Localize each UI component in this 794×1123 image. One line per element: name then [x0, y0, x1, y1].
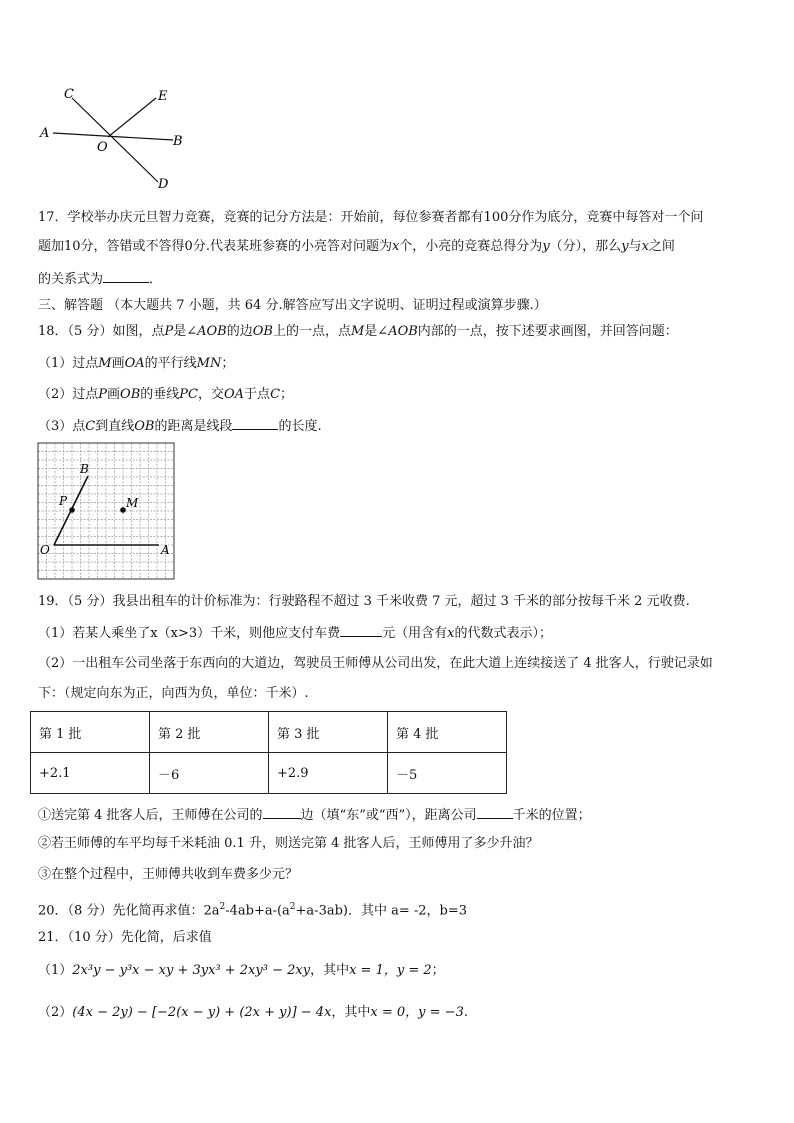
- q17-line3: 的关系式为 ．: [38, 272, 163, 287]
- q19-sub2: ②若王师傅的车平均每千米耗油 0.1 升，则送完第 4 批客人后，王师傅用了多少升油？: [38, 836, 539, 851]
- answer-blank: [103, 270, 149, 283]
- answer-blank: [477, 806, 513, 819]
- table-cell: －6: [150, 753, 269, 794]
- q18-stem: 18．（5 分）如图，点P是∠AOB的边OB上的一点，点M是∠AOB内部的一点，按下述要求画图，并回答问题：: [38, 324, 678, 339]
- grid-label-O: O: [40, 543, 50, 557]
- table-row: [31, 753, 507, 794]
- table-header-cell: 第 4 批: [388, 712, 507, 753]
- table-header-row: [31, 712, 507, 753]
- q18-step2: （2）过点P画OB的垂线PC，交OA于点C；: [38, 387, 294, 402]
- grid-label-B: B: [80, 462, 89, 476]
- label-O: O: [97, 140, 108, 155]
- q19-sub1: ①送完第 4 批客人后，王师傅在公司的 边（填“东”或“西”），距离公司 千米的位置；: [38, 808, 591, 823]
- grid-label-P: P: [59, 494, 68, 508]
- table-cell: +2.1: [31, 753, 150, 794]
- q18-step1: （1）过点M画OA的平行线MN；: [38, 356, 235, 371]
- point-P: [69, 507, 75, 513]
- q21-part1: （1）2x³y − y³x − xy + 3yx³ + 2xy³ − 2xy，其中x = 1，y = 2；: [38, 963, 445, 978]
- table-cell: +2.9: [269, 753, 388, 794]
- q21-part2: （2）(4x − 2y) − [−2(x − y) + (2x + y)] − 4x，其中x = 0，y = −3.: [38, 1005, 468, 1020]
- expression-1: 2x³y − y³x − xy + 3yx³ + 2xy³ − 2xy: [72, 963, 311, 978]
- q19-part1: （1）若某人乘坐了x（x>3）千米，则他应支付车费 元（用含有x的代数式表示）；: [38, 626, 552, 641]
- q19-sub3: ③在整个过程中，王师傅共收到车费多少元？: [38, 867, 299, 882]
- line-AB: [53, 133, 173, 140]
- table-header-cell: 第 3 批: [269, 712, 388, 753]
- label-C: C: [64, 87, 74, 102]
- point-M: [120, 507, 126, 513]
- grid-lines: [38, 443, 174, 579]
- q20: 20．（8 分）先化简再求值：$2a^2-4ab+a-(a^2+a-3ab)$．其中 a= -2，b=3: [38, 902, 468, 919]
- section-heading: 三、解答题 （本大题共 7 小题，共 64 分.解答应写出文字说明、证明过程或演算步骤.）: [38, 298, 547, 313]
- table-header-cell: 第 1 批: [31, 712, 150, 753]
- angle-figure: [30, 80, 200, 195]
- label-B: B: [173, 134, 183, 149]
- table-header-cell: 第 2 批: [150, 712, 269, 753]
- grid-figure: [37, 442, 177, 580]
- driving-record-table: [30, 711, 507, 794]
- q17-line2: 题加10分，答错或不答得0分.代表某班参赛的小亮答对问题为x个，小亮的竞赛总得分为y（分），那么y与x之间: [38, 239, 675, 254]
- table-cell: －5: [388, 753, 507, 794]
- answer-blank: [232, 417, 278, 430]
- line-CD: [72, 98, 158, 182]
- q19-stem: 19．（5 分）我县出租车的计价标准为：行驶路程不超过 3 千米收费 7 元，超过 3 千米的部分按每千米 2 元收费.: [38, 594, 690, 609]
- grid-label-M: M: [126, 496, 139, 510]
- answer-blank: [340, 624, 382, 637]
- q17-line1: 17．学校举办庆元旦智力竞赛，竞赛的记分方法是：开始前，每位参赛者都有100分作为底分，竞赛中每答对一个问: [38, 210, 704, 225]
- label-D: D: [158, 177, 169, 192]
- q19-part2-line1: （2）一出租车公司坐落于东西向的大道边，驾驶员王师傅从公司出发，在此大道上连续接送了 4 批客人，行驶记录如: [38, 656, 713, 671]
- grid-label-A: A: [161, 543, 170, 557]
- q21-stem: 21．（10 分）先化简，后求值: [38, 930, 212, 945]
- answer-blank: [263, 806, 301, 819]
- label-A: A: [40, 126, 50, 141]
- label-E: E: [158, 89, 168, 104]
- ray-OE: [108, 98, 156, 137]
- q19-part2-line2: 下：（规定向东为正，向西为负，单位：千米）.: [38, 686, 309, 701]
- q18-step3: （3）点C到直线OB的距离是线段 的长度.: [38, 419, 322, 434]
- expression-2: (4x − 2y) − [−2(x − y) + (2x + y)] − 4x: [72, 1005, 332, 1020]
